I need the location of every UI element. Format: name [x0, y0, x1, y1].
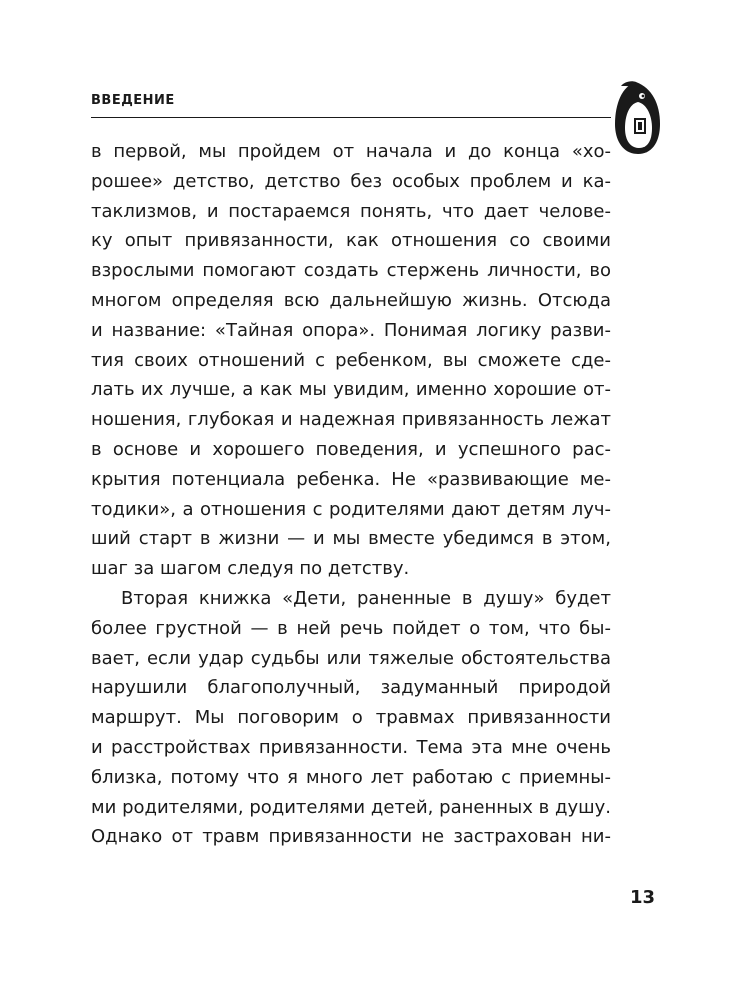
text-line: взрослыми помогают создать стержень личности, во — [91, 260, 611, 282]
text-line: Однако от травм привязанности не застрахован ни- — [91, 826, 611, 848]
text-line: многом определяя всю дальнейшую жизнь. Отсюда — [91, 289, 611, 311]
text-line: маршрут. Мы поговорим о травмах привязанности — [91, 707, 611, 729]
text-line: ми родителями, родителями детей, раненных в душу. — [91, 796, 611, 818]
text-line: шаг за шагом следуя по детству. — [91, 558, 410, 580]
text-line: тодики», а отношения с родителями дают детям луч- — [91, 498, 611, 520]
text-line: нарушили благополучный, задуманный природой — [91, 677, 611, 699]
text-line: более грустной — в ней речь пойдет о том, что бы- — [91, 617, 611, 639]
text-line: лать их лучше, а как мы увидим, именно хорошие от- — [91, 379, 611, 401]
text-line: и название: «Тайная опора». Понимая логику разви- — [91, 319, 611, 341]
page-number: 13 — [630, 887, 656, 908]
body-text — [91, 137, 611, 852]
text-line: ношения, глубокая и надежная привязанность лежат — [91, 409, 611, 431]
running-header: ВВЕДЕНИЕ — [91, 93, 175, 108]
text-line: близка, потому что я много лет работаю с приемны- — [91, 766, 611, 788]
text-line: тия своих отношений с ребенком, вы сможете сде- — [91, 349, 611, 371]
text-line: таклизмов, и постараемся понять, что дает челове- — [91, 200, 611, 222]
text-line: рошее» детство, детство без особых проблем и ка- — [91, 170, 611, 192]
text-line: в первой, мы пройдем от начала и до конца «хо- — [91, 141, 611, 162]
text-line: и расстройствах привязанности. Тема эта мне очень — [91, 736, 611, 758]
text-line: вает, если удар судьбы или тяжелые обстоятельства — [91, 647, 611, 669]
penguin-icon — [612, 80, 662, 156]
text-line: крытия потенциала ребенка. Не «развивающие ме- — [91, 468, 611, 490]
text-line: ку опыт привязанности, как отношения со своими — [91, 230, 611, 252]
text-line: ший старт в жизни — и мы вместе убедимся в этом, — [91, 528, 611, 550]
header-rule — [91, 117, 611, 118]
text-line: Вторая книжка «Дети, раненные в душу» будет — [121, 587, 611, 609]
text-line: в основе и хорошего поведения, и успешного рас- — [91, 438, 611, 460]
